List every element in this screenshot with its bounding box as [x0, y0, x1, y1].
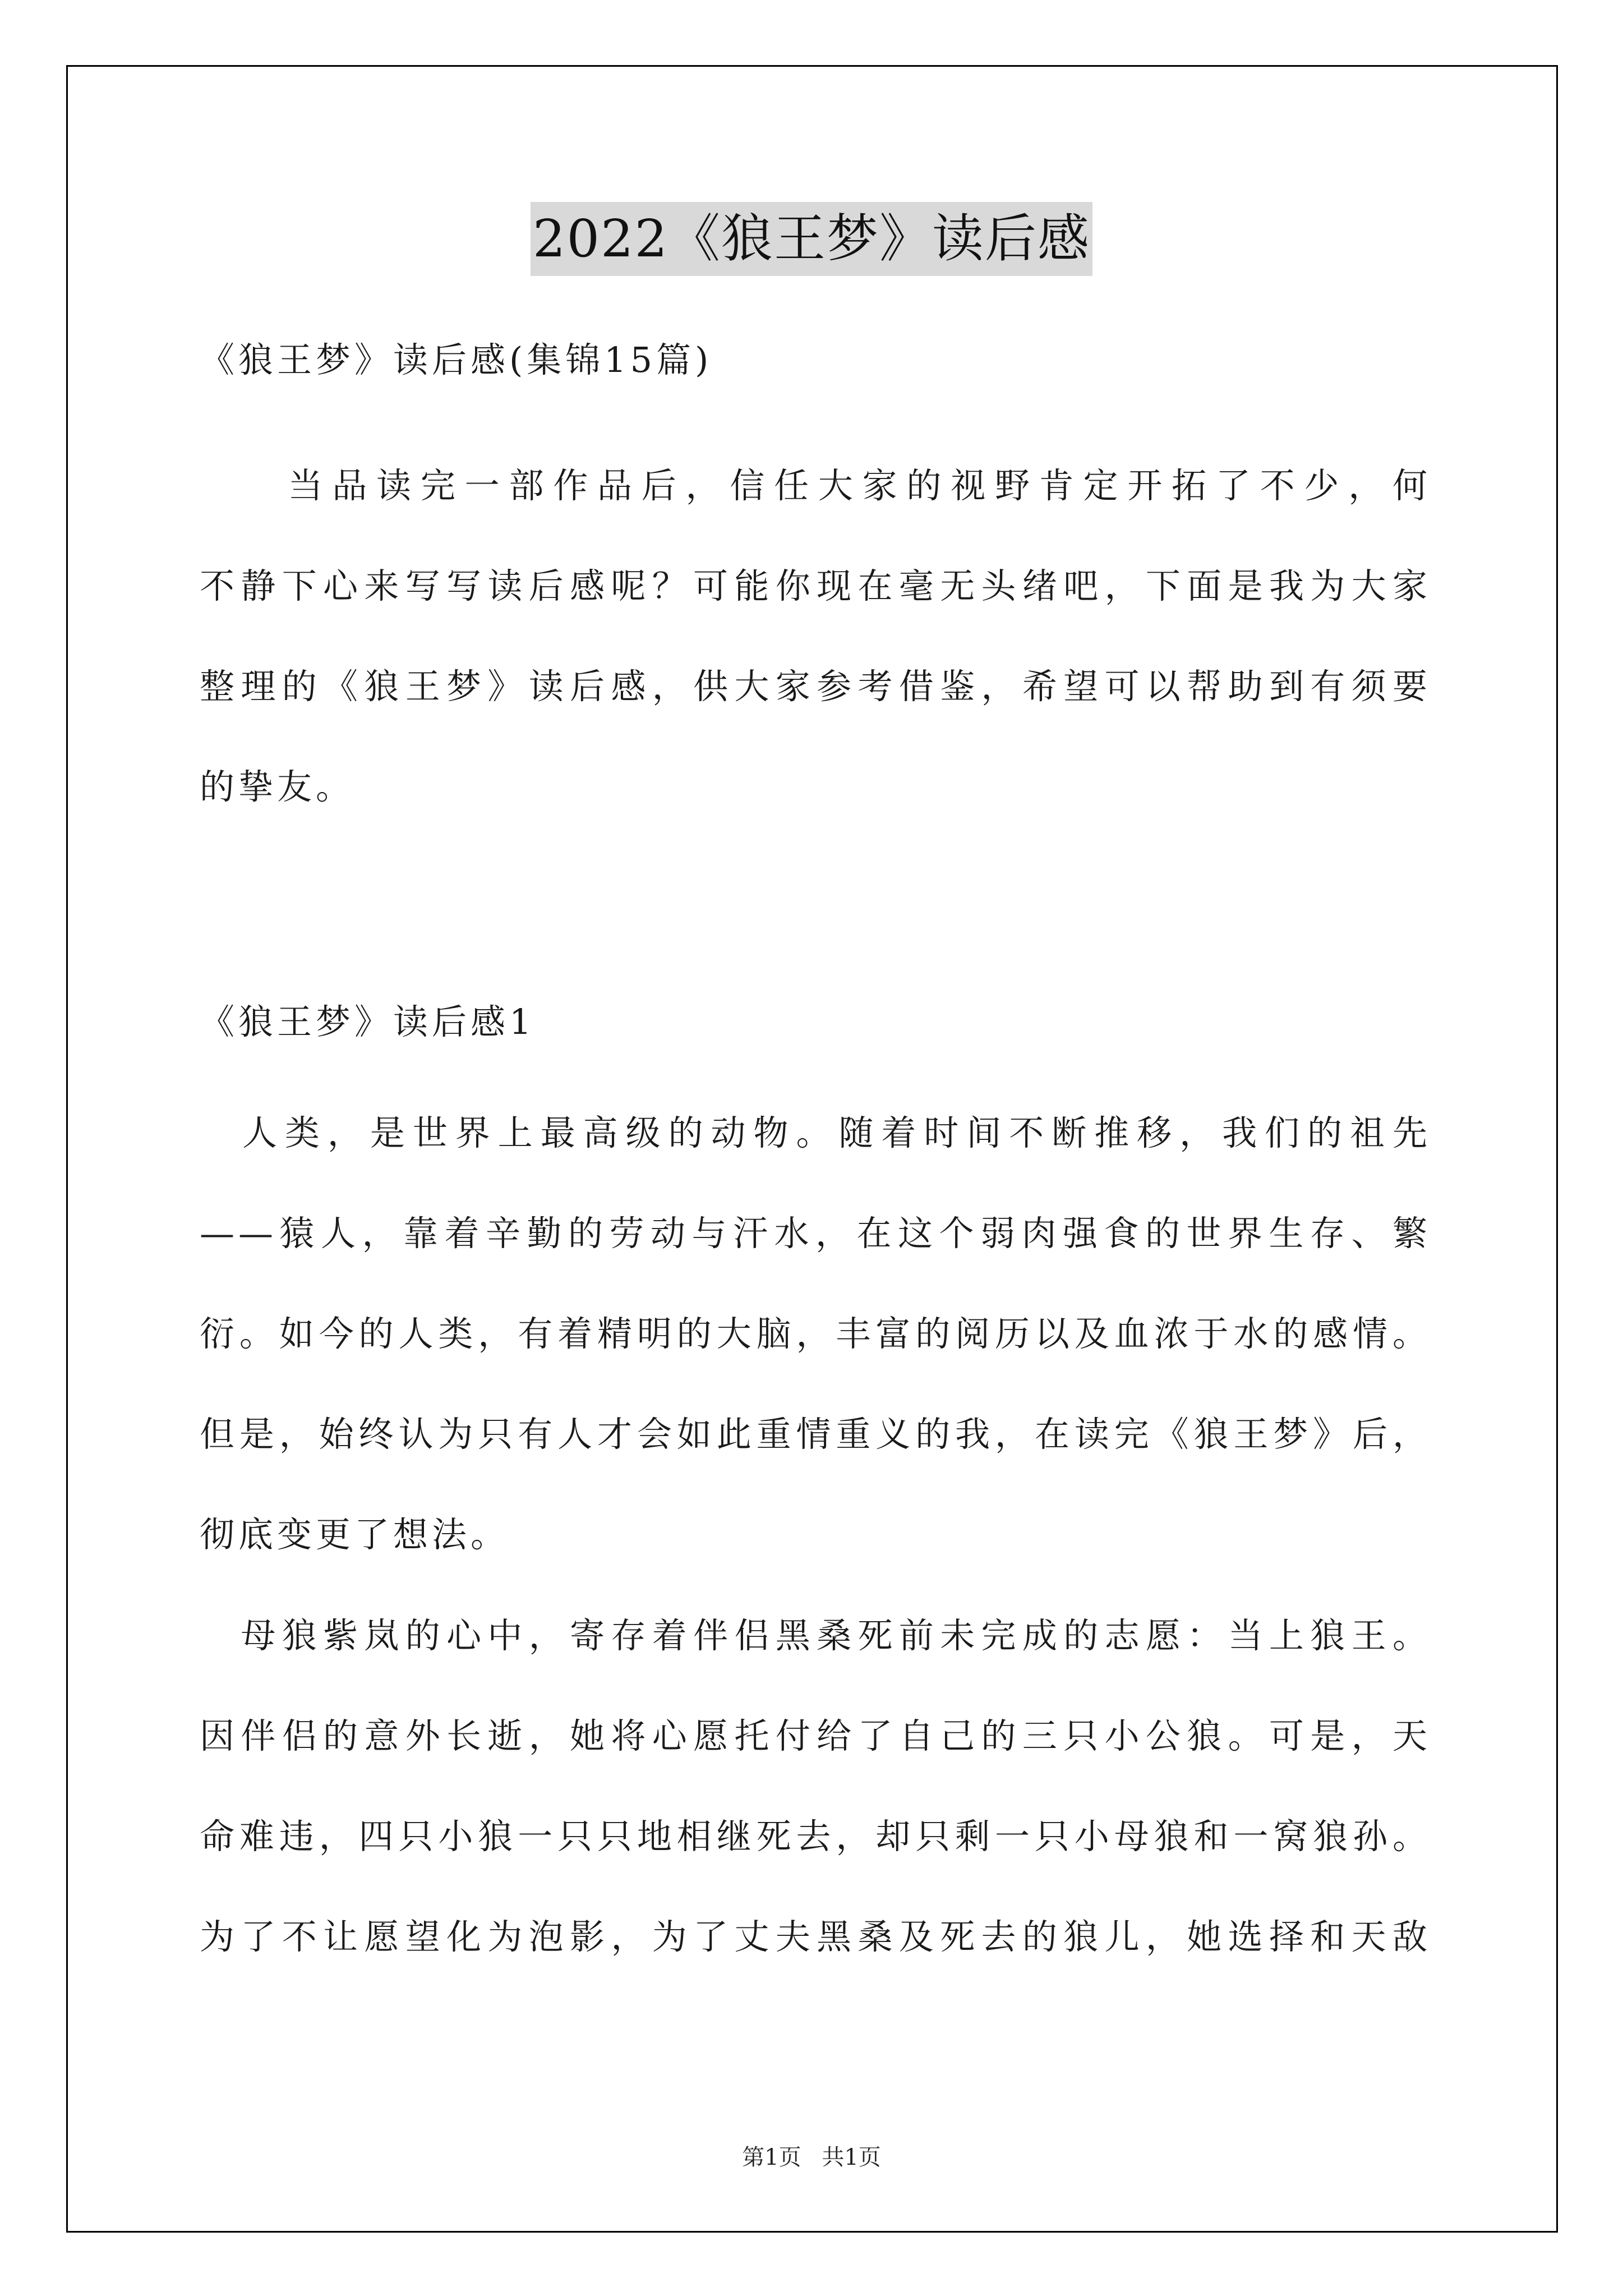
body-line: 因伴侣的意外长逝，她将心愿托付给了自己的三只小公狼。可是，天 [200, 1715, 1431, 1756]
intro-line: 整理的《狼王梦》读后感，供大家参考借鉴，希望可以帮助到有须要 [200, 666, 1431, 707]
body-line: 彻底变更了想法。 [200, 1514, 510, 1555]
section-heading: 《狼王梦》读后感1 [200, 1001, 536, 1042]
intro-line: 的挚友。 [200, 766, 355, 807]
document-subtitle: 《狼王梦》读后感(集锦15篇) [200, 339, 713, 380]
body-paragraph-1 [200, 1083, 1431, 1585]
intro-line: 当品读完一部作品后，信任大家的视野肯定开拓了不少，何 [200, 465, 1431, 506]
body-line: 人类，是世界上最高级的动物。随着时间不断推移，我们的祖先 [200, 1112, 1431, 1153]
intro-paragraph [200, 435, 1431, 837]
title-container [0, 202, 1623, 276]
intro-line: 不静下心来写写读后感呢？可能你现在毫无头绪吧，下面是我为大家 [200, 565, 1431, 606]
body-line: ——猿人，靠着辛勤的劳动与汗水，在这个弱肉强食的世界生存、繁 [200, 1213, 1431, 1254]
body-line: 母狼紫岚的心中，寄存着伴侣黑桑死前未完成的志愿：当上狼王。 [200, 1615, 1431, 1656]
page-number: 第1页 [742, 2145, 801, 2170]
body-line: 衍。如今的人类，有着精明的大脑，丰富的阅历以及血浓于水的感情。 [200, 1313, 1431, 1354]
document-title: 2022《狼王梦》读后感 [531, 202, 1092, 276]
body-paragraph-2 [200, 1585, 1431, 1987]
page-footer [0, 2141, 1623, 2174]
body-line: 为了不让愿望化为泡影，为了丈夫黑桑及死去的狼儿，她选择和天敌 [200, 1916, 1431, 1957]
body-line: 命难违，四只小狼一只只地相继死去，却只剩一只小母狼和一窝狼孙。 [200, 1816, 1431, 1857]
page-total: 共1页 [822, 2145, 881, 2170]
body-line: 但是，始终认为只有人才会如此重情重义的我，在读完《狼王梦》后， [200, 1414, 1431, 1455]
